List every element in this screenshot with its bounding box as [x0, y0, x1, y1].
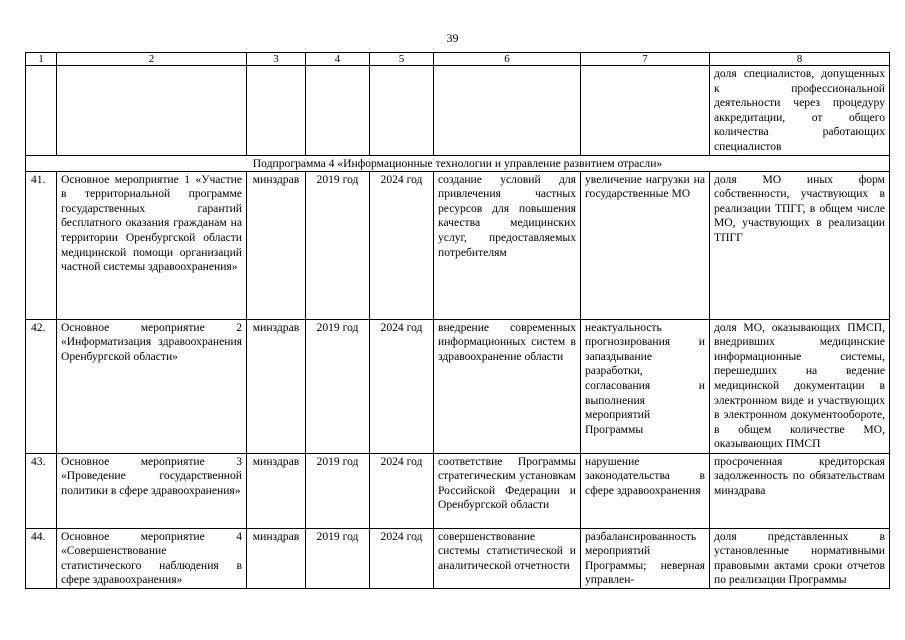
measure-name: Основное мероприятие 3 «Проведение государственной политики в сфере здравоохранения» — [57, 453, 247, 528]
start-year: 2019 год — [306, 528, 370, 588]
table-cell — [434, 66, 581, 156]
non-implementation-consequence: неактуальность прогнозирования и запаздывание разработки, согласования и выполнения мероприятий Программы — [581, 319, 710, 453]
expected-result: внедрение современных информационных систем в здравоохранение области — [434, 319, 581, 453]
column-number: 5 — [370, 53, 434, 66]
table-cell — [581, 66, 710, 156]
non-implementation-consequence: увеличение нагрузки на государственные МО — [581, 171, 710, 319]
executor: минздрав — [247, 528, 306, 588]
table-cell — [57, 66, 247, 156]
measure-name: Основное мероприятие 4 «Совершенствование статистического наблюдения в сфере здравоохранения» — [57, 528, 247, 588]
executor: минздрав — [247, 319, 306, 453]
expected-result: создание условий для привлечения частных ресурсов для повышения качества медицинских услуг, предоставляемых потребителям — [434, 171, 581, 319]
measure-name: Основное мероприятие 2 «Информатизация здравоохранения Оренбургской области» — [57, 319, 247, 453]
row-number: 41. — [26, 171, 57, 319]
indicator-cell: доля специалистов, допущенных к профессиональной деятельности через процедуру аккредитации, от общего количества работающих специалистов — [710, 66, 890, 156]
table-cell — [26, 66, 57, 156]
column-number: 6 — [434, 53, 581, 66]
column-number: 7 — [581, 53, 710, 66]
end-year: 2024 год — [370, 453, 434, 528]
start-year: 2019 год — [306, 319, 370, 453]
indicator-cell: доля МО иных форм собственности, участвующих в реализации ТПГГ, в общем числе МО, участвующих в реализации ТПГГ — [710, 171, 890, 319]
column-number: 2 — [57, 53, 247, 66]
row-number: 43. — [26, 453, 57, 528]
column-number-header — [26, 53, 890, 66]
non-implementation-consequence: разбалансированность мероприятий Программы; неверная управлен- — [581, 528, 710, 588]
program-table — [25, 52, 890, 589]
expected-result: соответствие Программы стратегическим установкам Российской Федерации и Оренбургской области — [434, 453, 581, 528]
table-cell — [306, 66, 370, 156]
indicator-cell: просроченная кредиторская задолженность по обязательствам минздрава — [710, 453, 890, 528]
expected-result: совершенствование системы статистической и аналитической отчетности — [434, 528, 581, 588]
table-row — [26, 171, 890, 319]
table-cell — [247, 66, 306, 156]
page-number: 39 — [446, 31, 459, 45]
end-year: 2024 год — [370, 528, 434, 588]
table-row — [26, 528, 890, 588]
table-cell — [370, 66, 434, 156]
end-year: 2024 год — [370, 319, 434, 453]
indicator-cell: доля представленных в установленные нормативными правовыми актами сроки отчетов по реализации Программы — [710, 528, 890, 588]
column-number: 3 — [247, 53, 306, 66]
start-year: 2019 год — [306, 171, 370, 319]
indicator-cell: доля МО, оказывающих ПМСП, внедривших медицинские информационные системы, перешедших на ведение медицинской документации в электронном виде и участвующих в электронном документообороте, в общем количестве МО, оказывающих ПМСП — [710, 319, 890, 453]
column-number: 4 — [306, 53, 370, 66]
row-number: 42. — [26, 319, 57, 453]
end-year: 2024 год — [370, 171, 434, 319]
table-row — [26, 319, 890, 453]
subprogram-row — [26, 155, 890, 171]
start-year: 2019 год — [306, 453, 370, 528]
row-number: 44. — [26, 528, 57, 588]
non-implementation-consequence: нарушение законодательства в сфере здравоохранения — [581, 453, 710, 528]
column-number: 1 — [26, 53, 57, 66]
table-row-continued — [26, 66, 890, 156]
executor: минздрав — [247, 453, 306, 528]
measure-name: Основное мероприятие 1 «Участие в территориальной программе государственных гарантий бесплатного оказания гражданам на территории Оренбургской области медицинской помощи организаций частной системы здравоохранения» — [57, 171, 247, 319]
table-row — [26, 453, 890, 528]
subprogram-title: Подпрограмма 4 «Информационные технологии и управление развитием отрасли» — [26, 155, 890, 171]
executor: минздрав — [247, 171, 306, 319]
column-number: 8 — [710, 53, 890, 66]
